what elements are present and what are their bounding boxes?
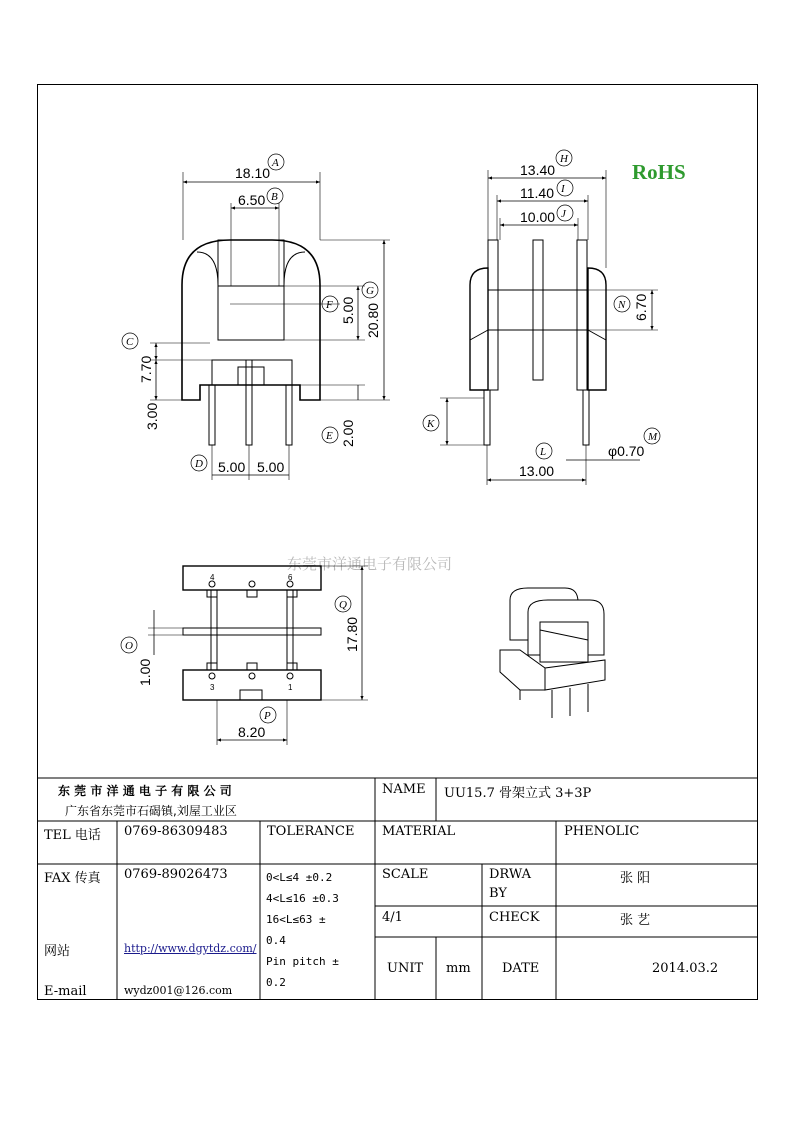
dim-O-letter: O bbox=[125, 640, 133, 652]
dim-G-value: 20.80 bbox=[365, 302, 381, 338]
tolerance-line: Pin pitch ± bbox=[266, 955, 339, 968]
pin-length-value: 3.00 bbox=[144, 402, 160, 430]
email-value: wydz001@126.com bbox=[124, 984, 233, 997]
dim-J-letter: J bbox=[561, 208, 566, 220]
watermark: 东莞市洋通电子有限公司 bbox=[287, 555, 453, 573]
dim-O-value: 1.00 bbox=[137, 658, 153, 686]
tolerance-line: 0.2 bbox=[266, 976, 286, 989]
dim-K-letter: K bbox=[427, 418, 435, 430]
dim-I-value: 11.40 bbox=[520, 185, 554, 201]
tolerance-line: 16<L≤63 ± bbox=[266, 913, 326, 926]
isometric-view bbox=[500, 588, 605, 718]
scale-value: 4/1 bbox=[382, 910, 403, 925]
date-value: 2014.03.2 bbox=[652, 961, 719, 976]
dim-Q-value: 17.80 bbox=[344, 616, 360, 652]
tolerance-line: 0<L≤4 ±0.2 bbox=[266, 871, 333, 884]
company-address: 广东省东莞市石碣镇,刘屋工业区 bbox=[65, 804, 237, 818]
tolerance-label: TOLERANCE bbox=[267, 824, 355, 839]
dim-B-letter: B bbox=[271, 191, 278, 203]
dim-J-value: 10.00 bbox=[520, 209, 556, 225]
company-name: 东 莞 市 洋 通 电 子 有 限 公 司 bbox=[58, 784, 232, 798]
dim-H-value: 13.40 bbox=[520, 162, 556, 178]
drawn-by-label-2: BY bbox=[489, 886, 507, 901]
dim-I-letter: I bbox=[561, 183, 565, 195]
drawn-by-value: 张 阳 bbox=[620, 871, 651, 886]
dim-M-letter: M bbox=[648, 431, 658, 443]
dim-F-value: 5.00 bbox=[340, 296, 356, 324]
tel-label: TEL 电话 bbox=[44, 828, 101, 843]
scale-label: SCALE bbox=[382, 867, 429, 882]
dim-M-value: φ0.70 bbox=[608, 443, 645, 459]
dim-C-value: 7.70 bbox=[138, 355, 154, 383]
dim-H-letter: H bbox=[560, 153, 568, 165]
dim-B-value: 6.50 bbox=[238, 192, 266, 208]
tolerance-line: 4<L≤16 ±0.3 bbox=[266, 892, 339, 905]
side-pin-left bbox=[484, 390, 490, 445]
material-value: PHENOLIC bbox=[564, 824, 640, 839]
check-label: CHECK bbox=[489, 910, 540, 925]
dim-E-value: 2.00 bbox=[340, 419, 356, 447]
check-value: 张 艺 bbox=[620, 913, 651, 928]
top-view bbox=[148, 566, 368, 745]
dim-D-value-2: 5.00 bbox=[257, 459, 285, 475]
top-view-flange-bottom bbox=[183, 670, 321, 700]
dim-L-letter: L bbox=[540, 446, 547, 458]
dim-D-letter: D bbox=[195, 458, 203, 470]
date-label: DATE bbox=[502, 961, 540, 976]
pin-number-3: 3 bbox=[210, 683, 215, 692]
dim-C-letter: C bbox=[126, 336, 134, 348]
dim-N-value: 6.70 bbox=[633, 293, 649, 321]
side-view-body bbox=[470, 268, 488, 390]
dim-A-value: 18.10 bbox=[235, 165, 271, 181]
dim-N-letter: N bbox=[618, 299, 626, 311]
pin-number-1: 1 bbox=[288, 683, 293, 692]
name-value: UU15.7 骨架立式 3+3P bbox=[444, 786, 592, 801]
dim-L-value: 13.00 bbox=[519, 463, 555, 479]
unit-value: mm bbox=[446, 961, 471, 976]
fax-label: FAX 传真 bbox=[44, 871, 101, 886]
material-label: MATERIAL bbox=[382, 824, 456, 839]
tolerance-line: 0.4 bbox=[266, 934, 286, 947]
tel-value: 0769-86309483 bbox=[124, 824, 228, 839]
dim-F-letter: F bbox=[326, 299, 333, 311]
pin-number-4: 4 bbox=[210, 573, 215, 582]
dim-P-value: 8.20 bbox=[238, 724, 266, 740]
front-pin-right bbox=[286, 385, 292, 445]
dim-A-letter: A bbox=[272, 157, 279, 169]
website-link[interactable]: http://www.dgytdz.com/ bbox=[124, 942, 257, 955]
rohs-mark: RoHS bbox=[632, 160, 686, 184]
dim-Q-letter: Q bbox=[339, 599, 347, 611]
front-view-body bbox=[182, 240, 320, 400]
side-pin-right bbox=[583, 390, 589, 445]
front-pin-mid bbox=[246, 360, 252, 445]
dim-P-letter: P bbox=[264, 710, 271, 722]
dim-G-letter: G bbox=[366, 285, 374, 297]
pin-number-6: 6 bbox=[288, 573, 293, 582]
name-label: NAME bbox=[382, 782, 426, 797]
unit-label: UNIT bbox=[387, 961, 424, 976]
website-label: 网站 bbox=[44, 944, 71, 959]
email-label: E-mail bbox=[44, 984, 87, 999]
dim-E-letter: E bbox=[326, 430, 333, 442]
dim-D-value-1: 5.00 bbox=[218, 459, 246, 475]
fax-value: 0769-89026473 bbox=[124, 867, 228, 882]
front-pin-left bbox=[209, 385, 215, 445]
tolerance-values bbox=[266, 867, 339, 993]
drawn-by-label-1: DRWA bbox=[489, 867, 532, 882]
